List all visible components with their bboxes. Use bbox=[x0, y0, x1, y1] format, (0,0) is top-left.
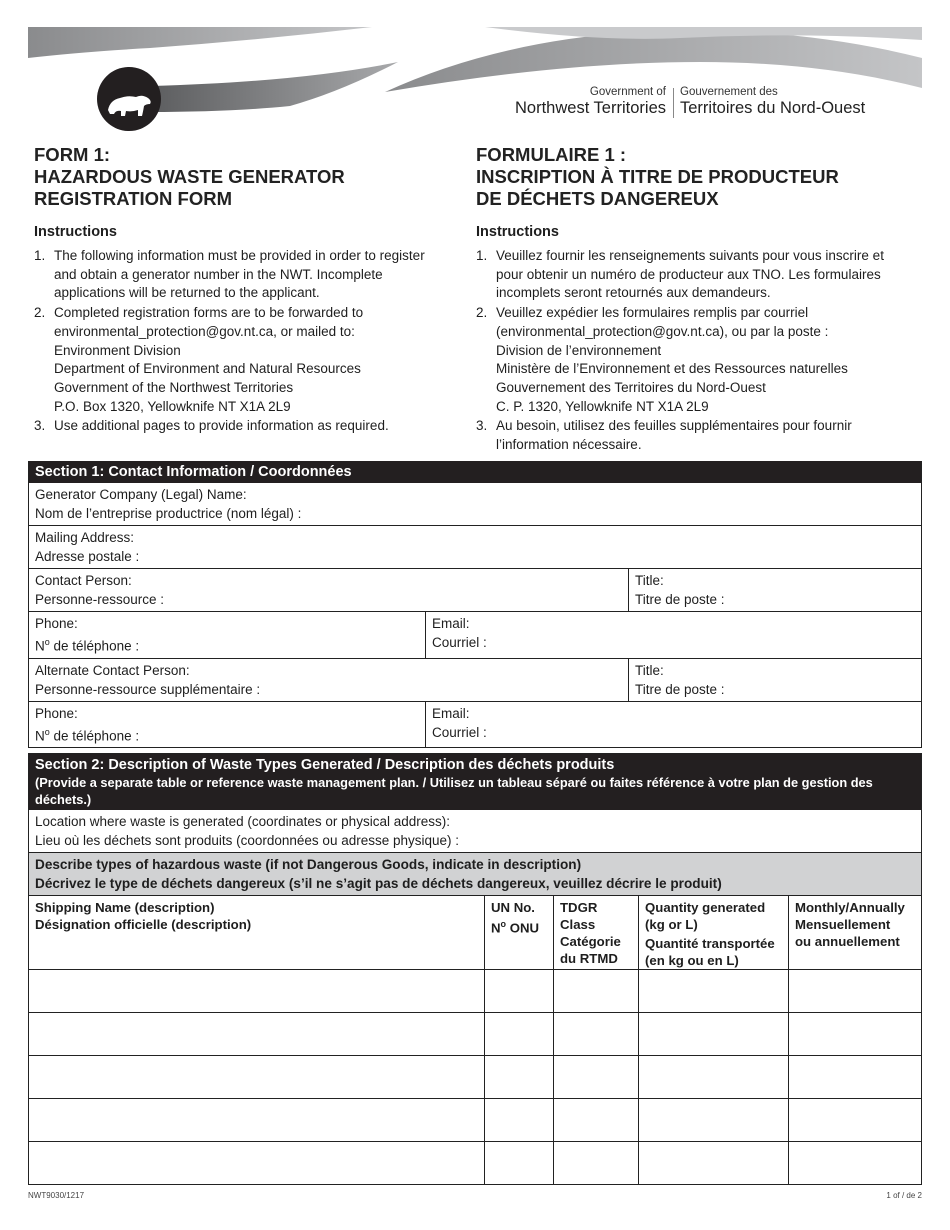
instructions-heading-french: Instructions bbox=[476, 224, 559, 240]
item-number: 1. bbox=[34, 248, 46, 263]
phone-label-fr-prefix: N bbox=[35, 728, 45, 743]
gov-en-small: Government of bbox=[589, 86, 666, 98]
describe-waste-band bbox=[29, 853, 921, 896]
gov-fr-big: Territoires du Nord-Ouest bbox=[680, 99, 866, 118]
col-qty-3: Quantité transportée bbox=[645, 936, 775, 951]
tdgr-class-cell[interactable] bbox=[554, 1056, 639, 1098]
col-shipping-name bbox=[29, 896, 485, 969]
un-number-cell[interactable] bbox=[485, 1099, 554, 1141]
mailing-address-row bbox=[29, 526, 921, 569]
describe-label-en: Describe types of hazardous waste (if not Dangerous Goods, indicate in description) bbox=[35, 857, 582, 872]
tdgr-class-cell[interactable] bbox=[554, 1142, 639, 1184]
col-qty-1: Quantity generated bbox=[645, 900, 766, 915]
frequency-cell[interactable] bbox=[789, 1099, 921, 1141]
alternate-contact-field[interactable] bbox=[29, 659, 629, 701]
table-row bbox=[29, 970, 921, 1013]
email-label-en: Email: bbox=[432, 616, 470, 631]
section2-heading bbox=[29, 754, 921, 810]
col-un-fr-superscript: o bbox=[500, 919, 507, 929]
phone-label-en: Phone: bbox=[35, 705, 78, 721]
alternate-phone-field[interactable] bbox=[29, 702, 426, 748]
frequency-cell[interactable] bbox=[789, 1013, 921, 1055]
item-text: The following information must be provided in order to register and obtain a generator number in the NWT. Incomplete applications will be returned to the applicant. bbox=[54, 248, 425, 301]
col-qty-2: (kg or L) bbox=[645, 917, 698, 932]
location-label-en: Location where waste is generated (coordinates or physical address): bbox=[35, 814, 450, 829]
item-text: Veuillez expédier les formulaires remplis par courriel (environmental_protection@gov.nt.ca), ou par la poste : Division de l’environnement Ministère de l’Environnement et des Ressources naturelles Gouvernement des Territoires du Nord-Ouest C. P. 1320, Yellowknife NT X1A 2L9 bbox=[496, 305, 848, 414]
table-row bbox=[29, 1099, 921, 1142]
un-number-cell[interactable] bbox=[485, 1056, 554, 1098]
un-number-cell[interactable] bbox=[485, 970, 554, 1012]
section2-title: Section 2: Description of Waste Types Generated / Description des déchets produits bbox=[35, 757, 615, 773]
shipping-name-cell[interactable] bbox=[29, 1013, 485, 1055]
un-number-cell[interactable] bbox=[485, 1142, 554, 1184]
section1-heading bbox=[29, 461, 921, 483]
table-row bbox=[29, 1056, 921, 1099]
describe-label-fr: Décrivez le type de déchets dangereux (s’il ne s’agit pas de déchets dangereux, veuillez décrire le produit) bbox=[35, 876, 722, 891]
col-tdgr-3: du RTMD bbox=[560, 951, 618, 966]
phone-label-en: Phone: bbox=[35, 616, 78, 631]
item-number: 1. bbox=[476, 248, 488, 263]
form-title-french: FORMULAIRE 1 : INSCRIPTION À TITRE DE PRODUCTEUR DE DÉCHETS DANGEREUX bbox=[476, 144, 839, 209]
title-label-fr: Titre de poste : bbox=[635, 592, 725, 607]
shipping-name-cell[interactable] bbox=[29, 1142, 485, 1184]
title-label-en: Title: bbox=[635, 573, 664, 588]
form-title-english: FORM 1: HAZARDOUS WASTE GENERATOR REGISTRATION FORM bbox=[34, 144, 345, 209]
contact-label-en: Contact Person: bbox=[35, 573, 132, 588]
col-tdgr-2: Catégorie bbox=[560, 934, 621, 949]
item-text: Veuillez fournir les renseignements suivants pour vous inscrire et pour obtenir un numéro de producteur aux TNO. Les formulaires incomplets seront retournés aux demandeurs. bbox=[496, 248, 884, 301]
frequency-cell[interactable] bbox=[789, 1056, 921, 1098]
list-item bbox=[34, 304, 454, 416]
list-item bbox=[34, 417, 454, 436]
section2-subtitle: (Provide a separate table or reference waste management plan. / Utilisez un tableau séparé ou faites référence à votre plan de gestion des déchets.) bbox=[35, 775, 873, 807]
title-label-fr: Titre de poste : bbox=[635, 681, 725, 697]
col-tdgr-class bbox=[554, 896, 639, 969]
contact-title-field[interactable] bbox=[629, 569, 921, 611]
col-freq-2: Mensuellement bbox=[795, 917, 891, 932]
col-ship-en: Shipping Name (description) bbox=[35, 900, 215, 915]
item-number: 3. bbox=[34, 418, 46, 434]
tdgr-class-cell[interactable] bbox=[554, 1013, 639, 1055]
col-un-number bbox=[485, 896, 554, 969]
polar-bear-logo bbox=[96, 66, 162, 132]
shipping-name-cell[interactable] bbox=[29, 970, 485, 1012]
header-divider bbox=[673, 88, 674, 118]
list-item bbox=[476, 417, 924, 454]
form-number: NWT9030/1217 bbox=[28, 1191, 85, 1200]
col-un-fr bbox=[491, 916, 547, 936]
government-name-english bbox=[500, 86, 666, 118]
contact-label-fr: Personne-ressource : bbox=[35, 592, 165, 607]
contact-person-row bbox=[29, 569, 921, 612]
shipping-name-cell[interactable] bbox=[29, 1056, 485, 1098]
frequency-cell[interactable] bbox=[789, 970, 921, 1012]
col-tdgr-1: TDGR Class bbox=[560, 900, 598, 932]
contact-person-field[interactable] bbox=[29, 569, 629, 611]
email-label-en: Email: bbox=[432, 705, 470, 721]
gov-fr-small: Gouvernement des bbox=[680, 86, 778, 98]
frequency-cell[interactable] bbox=[789, 1142, 921, 1184]
item-text: Au besoin, utilisez des feuilles supplémentaires pour fournir l’information nécessaire. bbox=[496, 418, 852, 453]
phone-label-fr bbox=[35, 723, 419, 746]
page-number: 1 of / de 2 bbox=[886, 1191, 922, 1200]
contact-phone-field[interactable] bbox=[29, 612, 426, 658]
instructions-heading-english: Instructions bbox=[34, 224, 117, 240]
item-number: 2. bbox=[34, 305, 46, 321]
location-field[interactable] bbox=[29, 810, 921, 852]
col-frequency bbox=[789, 896, 921, 969]
waste-table-header bbox=[29, 896, 921, 970]
col-un-en: UN No. bbox=[491, 900, 535, 915]
section-gap bbox=[28, 747, 922, 754]
title-label-en: Title: bbox=[635, 662, 664, 678]
mailing-address-field[interactable] bbox=[29, 526, 921, 568]
item-text: Use additional pages to provide information as required. bbox=[54, 418, 389, 434]
alternate-title-field[interactable] bbox=[629, 659, 921, 701]
english-column bbox=[34, 144, 454, 437]
french-column bbox=[476, 144, 924, 456]
registration-form bbox=[28, 461, 922, 1185]
tdgr-class-cell[interactable] bbox=[554, 1099, 639, 1141]
col-un-fr-prefix: N bbox=[491, 920, 501, 936]
col-ship-fr: Désignation officielle (description) bbox=[35, 917, 252, 932]
gov-en-big: Northwest Territories bbox=[515, 99, 666, 118]
col-freq-3: ou annuellement bbox=[795, 934, 900, 949]
shipping-name-cell[interactable] bbox=[29, 1099, 485, 1141]
mailing-label-fr: Adresse postale : bbox=[35, 549, 140, 564]
section1-title: Section 1: Contact Information / Coordonnées bbox=[35, 464, 352, 480]
company-label-fr: Nom de l’entreprise productrice (nom légal) : bbox=[35, 506, 302, 521]
item-text: Completed registration forms are to be forwarded to environmental_protection@gov.nt.ca, or mailed to: Environment Division Department of Environment and Natural Resources Government of the Northwest Territories P.O. Box 1320, Yellowknife NT X1A 2L9 bbox=[54, 305, 364, 414]
tdgr-class-cell[interactable] bbox=[554, 970, 639, 1012]
col-quantity bbox=[639, 896, 789, 969]
email-label-fr: Courriel : bbox=[432, 635, 487, 650]
company-name-row bbox=[29, 483, 921, 526]
col-un-fr-suffix: ONU bbox=[506, 920, 539, 936]
company-label-en: Generator Company (Legal) Name: bbox=[35, 487, 247, 502]
location-label-fr: Lieu où les déchets sont produits (coordonnées ou adresse physique) : bbox=[35, 833, 460, 848]
table-row bbox=[29, 1142, 921, 1185]
alternate-phone-email-row bbox=[29, 702, 921, 748]
phone-label-fr bbox=[35, 633, 419, 656]
quantity-cell[interactable] bbox=[639, 1013, 789, 1055]
phone-label-fr-superscript: o bbox=[44, 726, 50, 737]
list-item bbox=[476, 304, 924, 416]
table-row bbox=[29, 1013, 921, 1056]
quantity-cell[interactable] bbox=[639, 1142, 789, 1184]
col-freq-1: Monthly/Annually bbox=[795, 900, 905, 915]
email-label-fr: Courriel : bbox=[432, 724, 487, 740]
contact-email-field[interactable] bbox=[426, 612, 921, 658]
phone-label-fr-superscript: o bbox=[44, 637, 50, 647]
phone-label-fr-prefix: N bbox=[35, 638, 45, 654]
contact-phone-email-row bbox=[29, 612, 921, 659]
quantity-cell[interactable] bbox=[639, 1099, 789, 1141]
alt-contact-label-en: Alternate Contact Person: bbox=[35, 662, 190, 678]
un-number-cell[interactable] bbox=[485, 1013, 554, 1055]
alternate-email-field[interactable] bbox=[426, 702, 921, 748]
alternate-contact-row bbox=[29, 659, 921, 702]
phone-label-fr-suffix: de téléphone : bbox=[49, 638, 140, 654]
instructions-list-french bbox=[476, 247, 924, 455]
instructions-list-english bbox=[34, 247, 454, 436]
list-item bbox=[476, 247, 924, 303]
quantity-cell[interactable] bbox=[639, 970, 789, 1012]
list-item bbox=[34, 247, 454, 303]
government-name-french bbox=[680, 86, 920, 118]
mailing-label-en: Mailing Address: bbox=[35, 530, 135, 545]
item-number: 2. bbox=[476, 305, 488, 321]
item-number: 3. bbox=[476, 418, 488, 434]
phone-label-fr-suffix: de téléphone : bbox=[49, 728, 140, 743]
quantity-cell[interactable] bbox=[639, 1056, 789, 1098]
alt-contact-label-fr: Personne-ressource supplémentaire : bbox=[35, 681, 261, 697]
location-row bbox=[29, 810, 921, 853]
col-qty-4: (en kg ou en L) bbox=[645, 953, 739, 968]
company-name-field[interactable] bbox=[29, 483, 921, 525]
